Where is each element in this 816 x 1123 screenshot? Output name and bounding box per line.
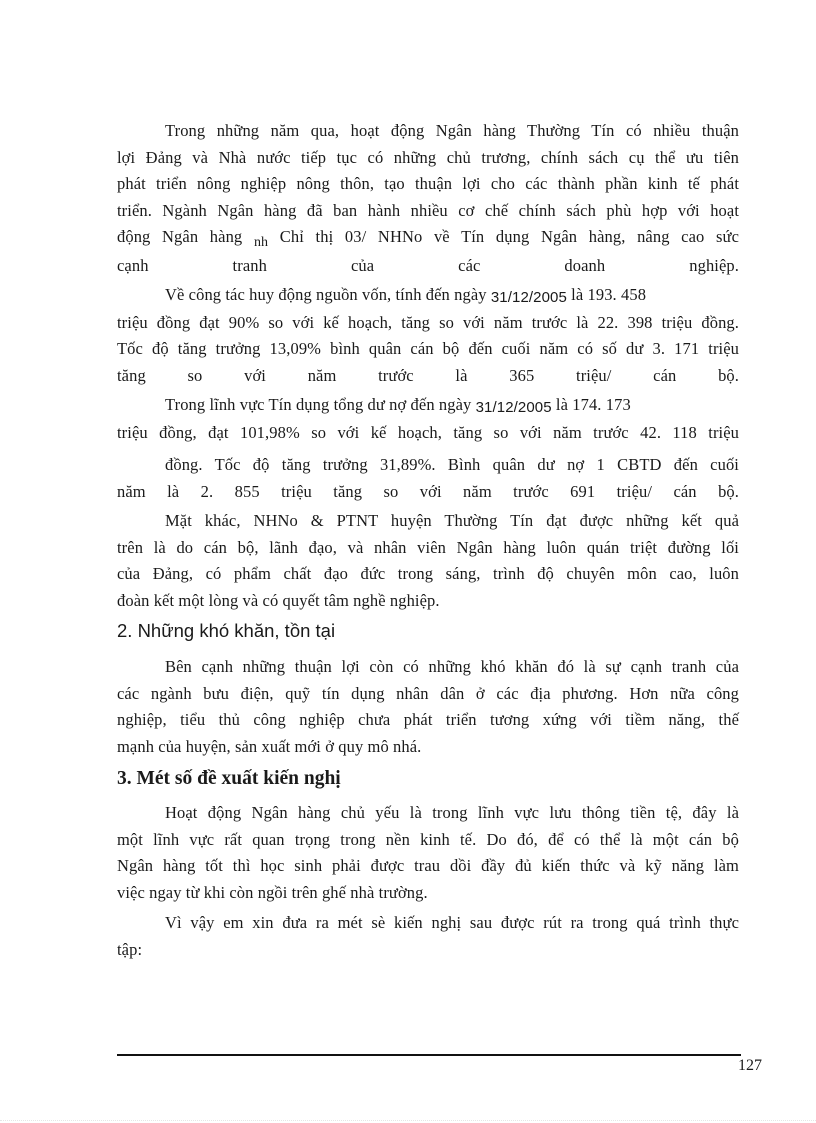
- paragraph-credit: [117, 392, 739, 505]
- text-line: nghiệp, tiểu thủ công nghiệp chưa phát triển tương xứng với tiềm năng, thế: [117, 710, 739, 729]
- text-line: việc ngay từ khi còn ngồi trên ghế nhà trường.: [117, 882, 428, 902]
- text-line: một lĩnh vực rất quan trọng trong nền kinh tế. Do đó, để có thể là một cán bộ: [117, 829, 739, 849]
- text-line: [117, 224, 739, 253]
- text-line: triển. Ngành Ngân hàng đã ban hành nhiều cơ chế chính sách phù hợp với hoạt: [117, 200, 739, 220]
- section-heading-recommendations: 3. Mét số đề xuất kiến nghị: [117, 768, 341, 789]
- text-line: đoàn kết một lòng và có quyết tâm nghề nghiệp.: [117, 590, 440, 610]
- text-line: Hoạt động Ngân hàng chủ yếu là trong lĩnh vực lưu thông tiền tệ, đây là: [165, 803, 739, 822]
- paragraph-achievements: [117, 508, 739, 614]
- text-fragment: là 174. 173: [555, 395, 631, 414]
- text-fragment: nh: [253, 235, 269, 250]
- paragraph-capital-mobilization: [117, 282, 739, 389]
- section-heading-difficulties: 2. Những khó khăn, tồn tại: [117, 620, 336, 641]
- text-fragment: Trong lĩnh vực Tín dụng tổng dư nợ đến ngày: [165, 395, 472, 414]
- text-line: của Đảng, có phẩm chất đạo đức trong sáng, trình độ chuyên môn cao, luôn: [117, 564, 739, 583]
- text-line: mạnh của huyện, sản xuất mới ở quy mô nhá.: [117, 736, 422, 756]
- text-line: tập:: [117, 939, 143, 959]
- paragraph-favorable-conditions: [117, 118, 739, 279]
- text-line: đồng. Tốc độ tăng trưởng 31,89%. Bình quân dư nợ 1 CBTD đến cuối: [165, 455, 739, 474]
- text-fragment: Về công tác huy động nguồn vốn, tính đến ngày: [165, 285, 487, 304]
- text-line: Ngân hàng tốt thì học sinh phải được trau dồi đầy đủ kiến thức và kỹ năng làm: [117, 856, 739, 875]
- text-line: triệu đồng đạt 90% so với kế hoạch, tăng so với năm trước là 22. 398 triệu đồng.: [117, 312, 739, 332]
- body-text: [117, 118, 739, 966]
- footer-divider: [117, 1054, 741, 1056]
- text-fragment: là 193. 458: [571, 285, 647, 304]
- text-line: Tốc độ tăng trưởng 13,09% bình quân cán bộ đến cuối năm có số dư 3. 171 triệu: [117, 339, 739, 358]
- text-line: phát triển nông nghiệp nông thôn, tạo thuận lợi cho các thành phần kinh tế phát: [117, 174, 739, 193]
- text-line: triệu đồng, đạt 101,98% so với kế hoạch, tăng so với năm trước 42. 118 triệu: [117, 422, 739, 442]
- text-line: năm là 2. 855 triệu tăng so với năm trước 691 triệu/ cán bộ.: [117, 481, 739, 501]
- text-fragment: Chỉ thị 03/ NHNo về Tín dụng Ngân hàng, nâng cao sức: [279, 227, 739, 246]
- text-line: Trong những năm qua, hoạt động Ngân hàng Thường Tín có nhiều thuận: [165, 121, 739, 140]
- text-line: lợi Đảng và Nhà nước tiếp tục có những chủ trương, chính sách cụ thể ưu tiên: [117, 147, 739, 167]
- date-text: 31/12/2005: [490, 289, 567, 306]
- text-line: Mặt khác, NHNo & PTNT huyện Thường Tín đạt được những kết quả: [165, 511, 739, 530]
- text-line: [117, 392, 739, 420]
- text-line: Vì vậy em xin đưa ra mét sè kiến nghị sau được rút ra trong quá trình thực: [165, 913, 739, 932]
- text-fragment: động Ngân hàng: [117, 227, 243, 246]
- text-line: các ngành bưu điện, quỹ tín dụng nhân dân ở các địa phương. Hơn nữa công: [117, 683, 739, 703]
- text-line: Bên cạnh những thuận lợi còn có những khó khăn đó là sự cạnh tranh của: [165, 657, 739, 676]
- paragraph-banking-role: [117, 800, 739, 906]
- text-line: trên là do cán bộ, lãnh đạo, và nhân viên Ngân hàng luôn quán triệt đường lối: [117, 537, 739, 557]
- page-bottom-edge: [0, 1120, 816, 1121]
- page-number: 127: [738, 1057, 762, 1074]
- text-line: cạnh tranh của các doanh nghiệp.: [117, 255, 739, 275]
- paragraph-difficulties: [117, 654, 739, 760]
- date-text: 31/12/2005: [475, 399, 552, 416]
- paragraph-intro-recommendations: [117, 910, 739, 963]
- text-line: tăng so với năm trước là 365 triệu/ cán bộ.: [117, 365, 739, 385]
- text-line: [117, 282, 739, 310]
